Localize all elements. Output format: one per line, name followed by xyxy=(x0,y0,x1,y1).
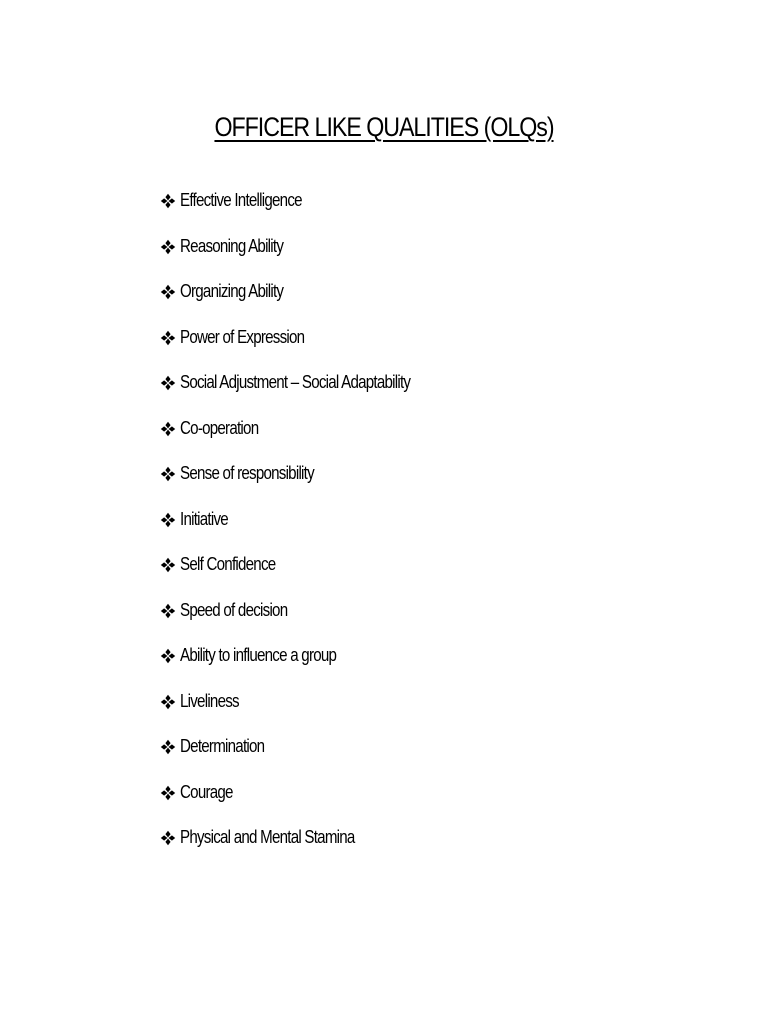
four-diamond-bullet-icon xyxy=(160,603,176,619)
list-item xyxy=(160,463,454,509)
list-item xyxy=(160,554,454,600)
four-diamond-bullet-icon xyxy=(160,739,176,755)
list-item-label: Organizing Ability xyxy=(180,281,284,301)
list-item xyxy=(160,645,454,691)
list-item xyxy=(160,190,454,236)
four-diamond-bullet-icon xyxy=(160,375,176,391)
list-item-label: Physical and Mental Stamina xyxy=(180,827,355,847)
four-diamond-bullet-icon xyxy=(160,284,176,300)
list-item-label: Reasoning Ability xyxy=(180,235,284,256)
list-item-label: Social Adjustment – Social Adaptability xyxy=(180,372,411,392)
list-item xyxy=(160,736,454,782)
list-item-label: Ability to influence a group xyxy=(180,645,337,665)
list-item-label: Liveliness xyxy=(180,690,239,711)
list-item xyxy=(160,509,454,555)
list-item xyxy=(160,327,454,373)
four-diamond-bullet-icon xyxy=(160,512,176,528)
list-item-label: Power of Expression xyxy=(180,326,305,347)
four-diamond-bullet-icon xyxy=(160,193,176,209)
list-item xyxy=(160,691,454,737)
four-diamond-bullet-icon xyxy=(160,421,176,437)
list-item xyxy=(160,281,454,327)
list-item-label: Initiative xyxy=(180,508,228,529)
four-diamond-bullet-icon xyxy=(160,557,176,573)
four-diamond-bullet-icon xyxy=(160,830,176,846)
list-item xyxy=(160,372,454,418)
list-item-label: Speed of decision xyxy=(180,599,288,620)
four-diamond-bullet-icon xyxy=(160,330,176,346)
list-item xyxy=(160,418,454,464)
list-item xyxy=(160,782,454,828)
list-item xyxy=(160,827,454,873)
page-title: OFFICER LIKE QUALITIES (OLQs) xyxy=(214,112,554,142)
list-item-label: Determination xyxy=(180,736,265,756)
list-item xyxy=(160,236,454,282)
four-diamond-bullet-icon xyxy=(160,648,176,664)
list-item-label: Sense of responsibility xyxy=(180,463,314,483)
four-diamond-bullet-icon xyxy=(160,466,176,482)
four-diamond-bullet-icon xyxy=(160,239,176,255)
list-item xyxy=(160,600,454,646)
list-item-label: Courage xyxy=(180,781,233,802)
four-diamond-bullet-icon xyxy=(160,694,176,710)
list-item-label: Self Confidence xyxy=(180,554,276,574)
qualities-list xyxy=(160,190,454,873)
list-item-label: Effective Intelligence xyxy=(180,190,302,210)
list-item-label: Co-operation xyxy=(180,417,259,438)
four-diamond-bullet-icon xyxy=(160,785,176,801)
